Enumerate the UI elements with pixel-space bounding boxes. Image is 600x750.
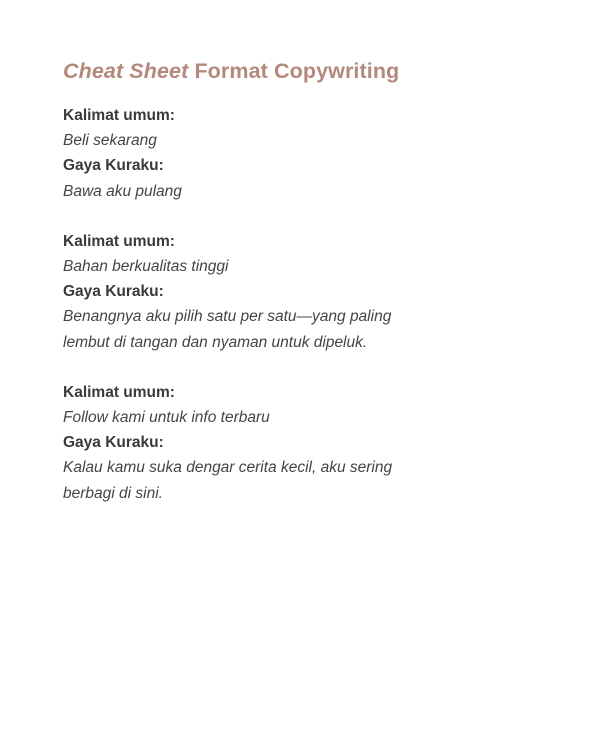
kuraku-style-sentence: Kalau kamu suka dengar cerita kecil, aku sering berbagi di sini. (63, 459, 393, 502)
title-main-part: Format Copywriting (194, 59, 400, 83)
general-sentence-label: Kalimat umum: (63, 232, 175, 250)
page-title (63, 58, 543, 84)
kuraku-style-label: Gaya Kuraku: (63, 283, 164, 301)
general-sentence: Beli sekarang (63, 132, 157, 150)
general-sentence: Follow kami untuk info terbaru (63, 409, 270, 427)
kuraku-style-label: Gaya Kuraku: (63, 434, 164, 452)
general-sentence: Bahan berkualitas tinggi (63, 258, 229, 276)
general-sentence-label: Kalimat umum: (63, 107, 175, 124)
general-sentence-label: Kalimat umum: (63, 383, 175, 401)
kuraku-style-sentence: Benangnya aku pilih satu per satu—yang paling lembut di tangan dan nyaman untuk dipeluk. (63, 308, 392, 351)
title-italic-part: Cheat Sheet (63, 59, 189, 83)
copywriting-example-3 (63, 380, 543, 506)
copywriting-example-2 (63, 229, 543, 355)
copywriting-sections (63, 103, 543, 506)
kuraku-style-label: Gaya Kuraku: (63, 157, 164, 175)
cheat-sheet-page (63, 58, 543, 531)
kuraku-style-sentence: Bawa aku pulang (63, 182, 182, 200)
copywriting-example-1 (63, 103, 543, 204)
